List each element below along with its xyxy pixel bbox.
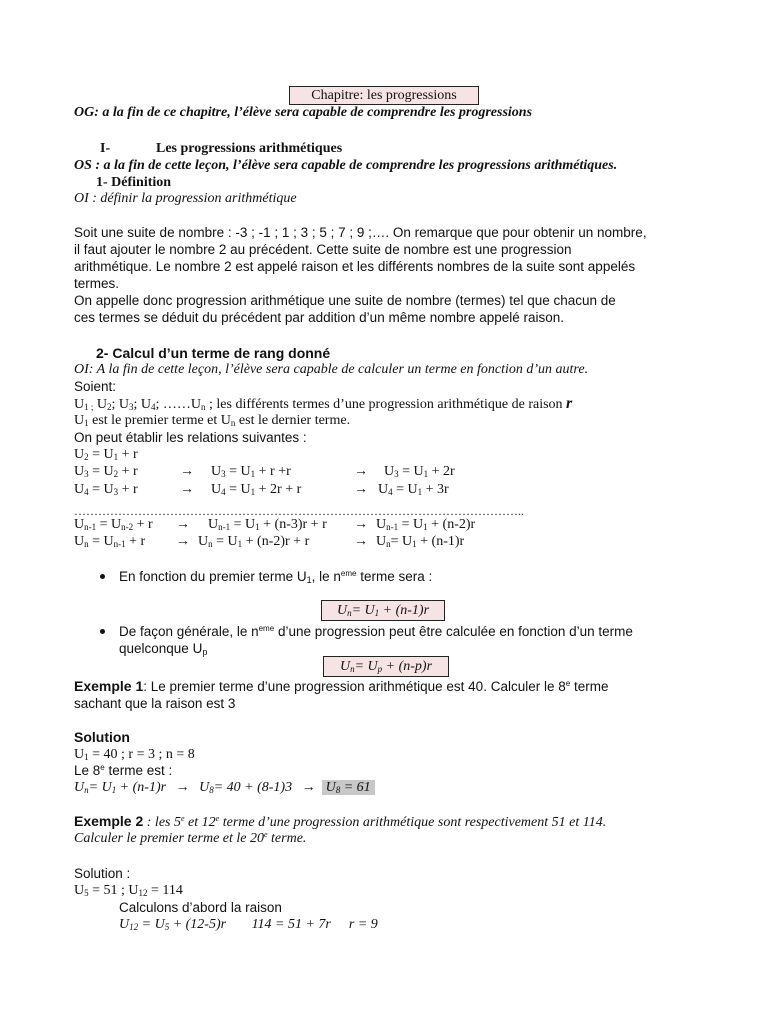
definition-line: arithmétique. Le nombre 2 est appelé raison et les différents nombres de la suite sont appelés — [74, 259, 636, 274]
soient-text: Soient: — [74, 379, 117, 394]
arrow-icon: → — [354, 534, 368, 549]
relation-un1-expanded: $U_{n-1} = U_1 + (n-3)r + r$ — [208, 517, 327, 532]
arrow-icon: → — [175, 780, 190, 795]
arrow-icon: → — [354, 517, 368, 532]
relation-u4-final: $U_4 = U_1 + 3r$ — [378, 482, 449, 497]
relations-intro: On peut établir les relations suivantes : — [74, 430, 307, 445]
superscript: e — [215, 814, 220, 823]
arrow-icon: → — [301, 780, 316, 795]
definition-line: termes. — [74, 276, 120, 291]
bullet-dot — [100, 629, 105, 634]
le8-tail: terme est : — [108, 763, 173, 778]
example-2-text-c: terme d’une progression arithmétique sont respectivement 51 et 114. — [222, 815, 607, 830]
definition-line: Soit une suite de nombre : -3 ; -1 ; 1 ; 3 ; 5 ; 7 ; 9 ;…. On remarque que pour obtenir un nombre, — [74, 225, 647, 240]
definition-line: On appelle donc progression arithmétique une suite de nombre (termes) tel que chacun de — [74, 293, 616, 308]
relation-u4: $U_4 = U_3 + r$ — [74, 482, 138, 497]
general-objective: OG: a la fin de ce chapitre, l’élève sera capable de comprendre les progressions — [74, 105, 533, 120]
equation-2: 114 = 51 + 7r — [251, 917, 331, 932]
solution-2-data: $U_5 = 51$ ; $U_{12} = 114$ — [74, 883, 183, 898]
arrow-icon: → — [180, 482, 194, 497]
terms-line: $U_{1 ;}$ $U_2$; $U_3$; $U_4$; $\dots\dots U_n$ ; les différents termes d’une progression arithmétique de raison r — [74, 395, 573, 412]
terms-line-text: ; les différents termes d’une progression arithmétique de raison — [209, 397, 563, 412]
first-last-text: est le premier terme et U — [92, 413, 231, 428]
example-1 — [74, 678, 608, 695]
calc-objective: OI: A la fin de cette leçon, l’élève sera capable de calculer un terme en fonction d’un autre. — [74, 362, 589, 377]
solution-2-intro: Calculons d’abord la raison — [119, 900, 282, 915]
bullet-general-line2: quelconque $U_p$ — [119, 641, 208, 657]
formula-box-1: $U_n= U_1 + (n-1)r$ — [321, 600, 445, 621]
result-highlight: $U_8 = 61$ — [322, 780, 375, 795]
definition-line: ces termes se déduit du précédent par addition d’un même nombre appelé raison. — [74, 310, 565, 325]
bullet2-tail: d’une progression peut être calculée en fonction d’un terme — [277, 624, 633, 639]
example-2-line2 — [74, 830, 306, 847]
definition-heading: 1- Définition — [96, 175, 172, 190]
definition-objective: OI : définir la progression arithmétique — [74, 191, 297, 206]
solution-1-label: Solution — [74, 729, 130, 745]
relation-un: $U_n = U_{n-1} + r$ — [74, 534, 146, 549]
section-number: I- — [100, 141, 111, 156]
relation-un-final: $U_n= U_1 + (n-1)r$ — [376, 534, 465, 549]
relation-u2: $U_2 = U_1 + r$ — [74, 447, 138, 462]
bullet-first-term: En fonction du premier terme $U_1$, le $n^{eme}$ terme sera : — [119, 569, 433, 585]
example-2-label: Exemple 2 — [74, 813, 144, 829]
bullet-general — [119, 623, 633, 640]
superscript: eme — [258, 624, 275, 633]
relation-u3-expanded: $U_3 = U_1 + r +r$ — [211, 464, 291, 479]
equation-3: r = 9 — [348, 917, 378, 932]
bullet-dot — [100, 574, 105, 579]
example-1-line2: sachant que la raison est 3 — [74, 696, 236, 711]
example-2-text-b: et 12 — [188, 815, 216, 830]
section-title: Les progressions arithmétiques — [156, 141, 343, 156]
arrow-icon: → — [354, 482, 368, 497]
bullet1-tail: terme sera : — [360, 569, 433, 584]
arrow-icon: → — [180, 464, 194, 479]
solution-1-formula: $U_n= U_1 + (n-1)r \to U_8= 40 + (8-1)3 \to U_8 = 61$ — [74, 779, 375, 796]
superscript: e — [565, 679, 571, 688]
bullet2-line2: quelconque U — [119, 641, 203, 656]
superscript: e — [180, 814, 185, 823]
superscript: e — [100, 763, 105, 772]
example-1-text: : Le premier terme d’une progression arithmétique est 40. Calculer le 8 — [143, 679, 566, 694]
relation-u3-final: $U_3 = U_1 + 2r$ — [384, 464, 455, 479]
relation-u4-expanded: $U_4 = U_1 + 2r + r$ — [211, 482, 302, 497]
solution-1-intro — [74, 762, 172, 779]
relation-u3: $U_3 = U_2 + r$ — [74, 464, 138, 479]
relation-un1-final: $U_{n-1} = U_1 + (n-2)r$ — [376, 517, 476, 532]
relation-un1: $U_{n-1} = U_{n-2} + r$ — [74, 517, 153, 532]
example-1-tail: terme — [573, 679, 609, 694]
first-last-end: est le dernier terme. — [238, 413, 351, 428]
raison-symbol: r — [566, 395, 573, 412]
le8-text: Le 8 — [74, 763, 101, 778]
example-2 — [74, 813, 606, 831]
solution-2-label: Solution : — [74, 866, 131, 881]
superscript: e — [263, 830, 268, 839]
relation-un-expanded: $U_n = U_1 + (n-2)r + r$ — [198, 534, 310, 549]
section-heading-1 — [100, 140, 343, 157]
dotted-separator: ………………………………………………………………………………………………….. — [74, 504, 524, 518]
example-2-line2-b: terme. — [271, 831, 307, 846]
first-last-line: $U_1$ est le premier terme et $U_n$ est le dernier terme. — [74, 413, 351, 428]
definition-paragraph — [74, 224, 647, 326]
chapter-title-box: Chapitre: les progressions — [289, 86, 479, 105]
bullet1-text: En fonction du premier terme U — [119, 569, 307, 584]
calc-heading: 2- Calcul d’un terme de rang donné — [96, 345, 331, 361]
solution-2-equation: $U_{12} = U_5 + (12-5)r$ 114 = 51 + 7r r = 9 — [119, 917, 378, 932]
arrow-icon: → — [176, 534, 190, 549]
solution-1-data: $U_1 = 40$ ; r = 3 ; n = 8 — [74, 747, 195, 762]
formula-box-2: $U_n= U_p + (n-p)r$ — [323, 656, 449, 677]
arrow-icon: → — [176, 517, 190, 532]
specific-objective: OS : a la fin de cette leçon, l’élève sera capable de comprendre les progressions arithmétiques. — [74, 158, 618, 173]
superscript: eme — [340, 569, 357, 578]
bullet2-text: De façon générale, le n — [119, 624, 259, 639]
arrow-icon: → — [354, 464, 368, 479]
example-2-text-a: : les 5 — [146, 815, 181, 830]
example-1-label: Exemple 1 — [74, 678, 144, 694]
definition-line: il faut ajouter le nombre 2 au précédent. Cette suite de nombre est une progression — [74, 242, 572, 257]
example-2-line2-a: Calculer le premier terme et le 20 — [74, 831, 264, 846]
